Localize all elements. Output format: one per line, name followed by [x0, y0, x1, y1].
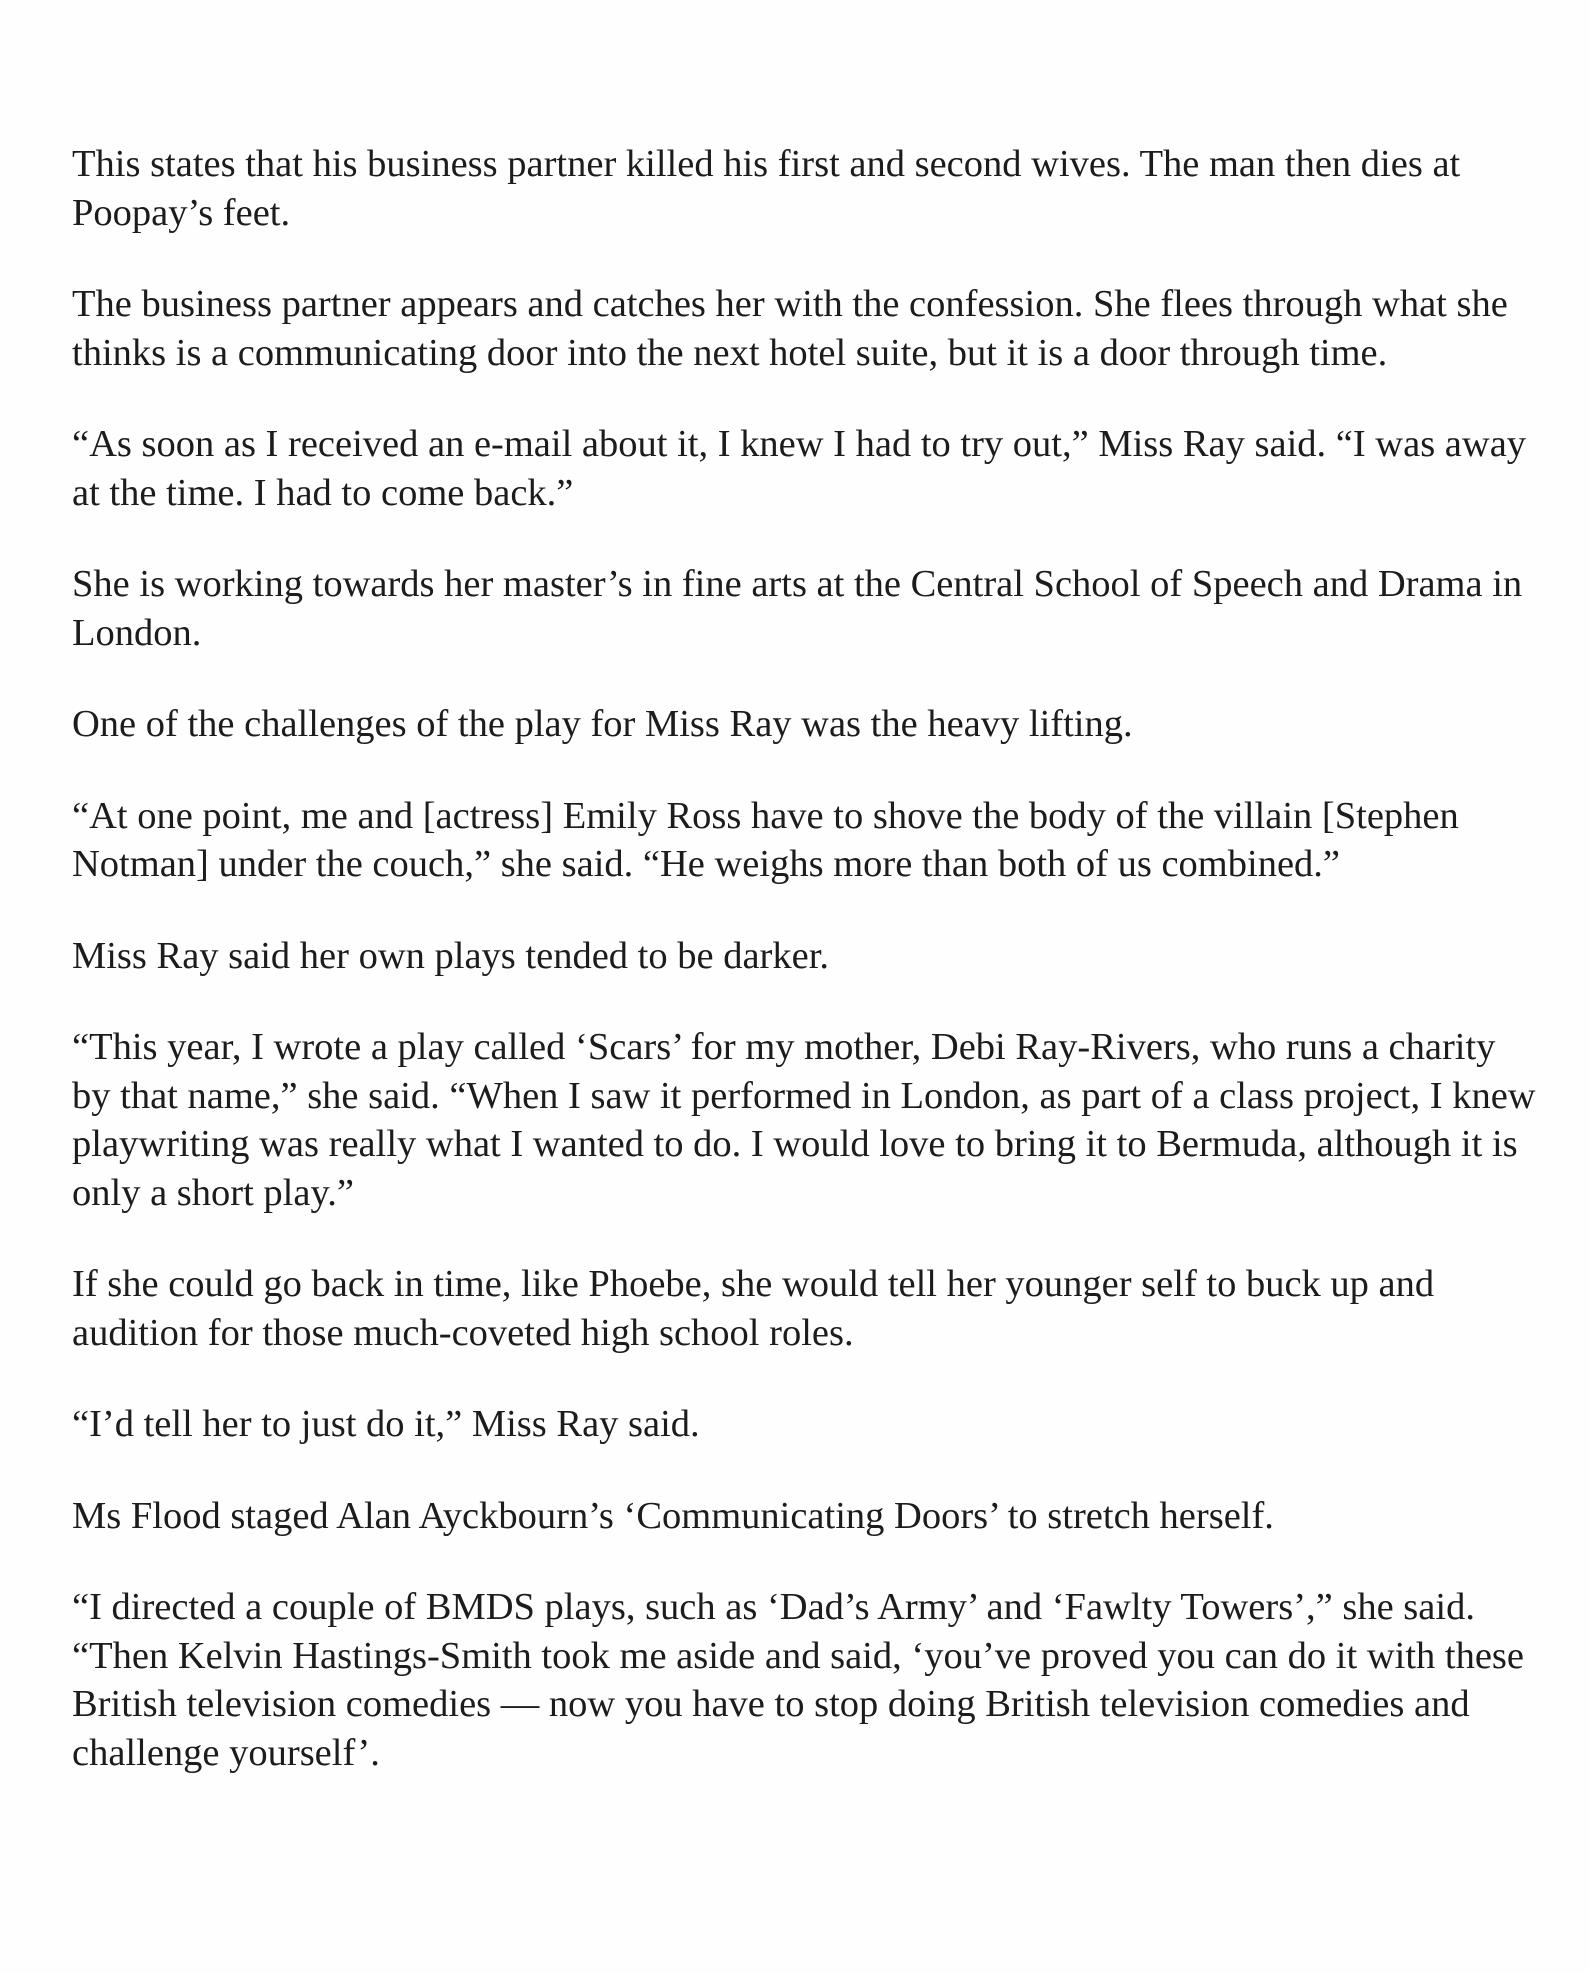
paragraph: The business partner appears and catches her with the confession. She flees through what she thinks is a communicating door into the next hotel suite, but it is a door through time.	[72, 283, 1508, 374]
paragraph: “This year, I wrote a play called ‘Scars’ for my mother, Debi Ray-Rivers, who runs a charity by that name,” she said. “When I saw it performed in London, as part of a class project, I knew playwriting was really what I wanted to do. I would love to bring it to Bermuda, although it is only a short play.”	[72, 1026, 1536, 1214]
paragraph: Miss Ray said her own plays tended to be darker.	[72, 934, 830, 977]
paragraph: Ms Flood staged Alan Ayckbourn’s ‘Communicating Doors’ to stretch herself.	[72, 1494, 1274, 1537]
paragraph: She is working towards her master’s in fine arts at the Central School of Speech and Drama in London.	[72, 563, 1523, 654]
paragraph: “I’d tell her to just do it,” Miss Ray said.	[72, 1403, 700, 1445]
paragraph: This states that his business partner killed his first and second wives. The man then dies at Poopay’s feet.	[72, 143, 1461, 234]
paragraph: One of the challenges of the play for Miss Ray was the heavy lifting.	[72, 703, 1133, 745]
paragraph: “At one point, me and [actress] Emily Ross have to shove the body of the villain [Stephen Notman] under the couch,” she said. “He weighs more than both of us combined.”	[72, 794, 1459, 885]
paragraph: If she could go back in time, like Phoebe, she would tell her younger self to buck up and audition for those much-coveted high school roles.	[72, 1263, 1435, 1354]
paragraph: “I directed a couple of BMDS plays, such as ‘Dad’s Army’ and ‘Fawlty Towers’,” she said. “Then Kelvin Hastings-Smith took me aside and said, ‘you’ve proved you can do it with these British television comedies — now you have to stop doing British television comedies and challenge yourself’.	[72, 1586, 1525, 1774]
paragraph: “As soon as I received an e-mail about it, I knew I had to try out,” Miss Ray said. “I was away at the time. I had to come back.”	[72, 423, 1527, 514]
article-body	[72, 140, 1542, 1820]
